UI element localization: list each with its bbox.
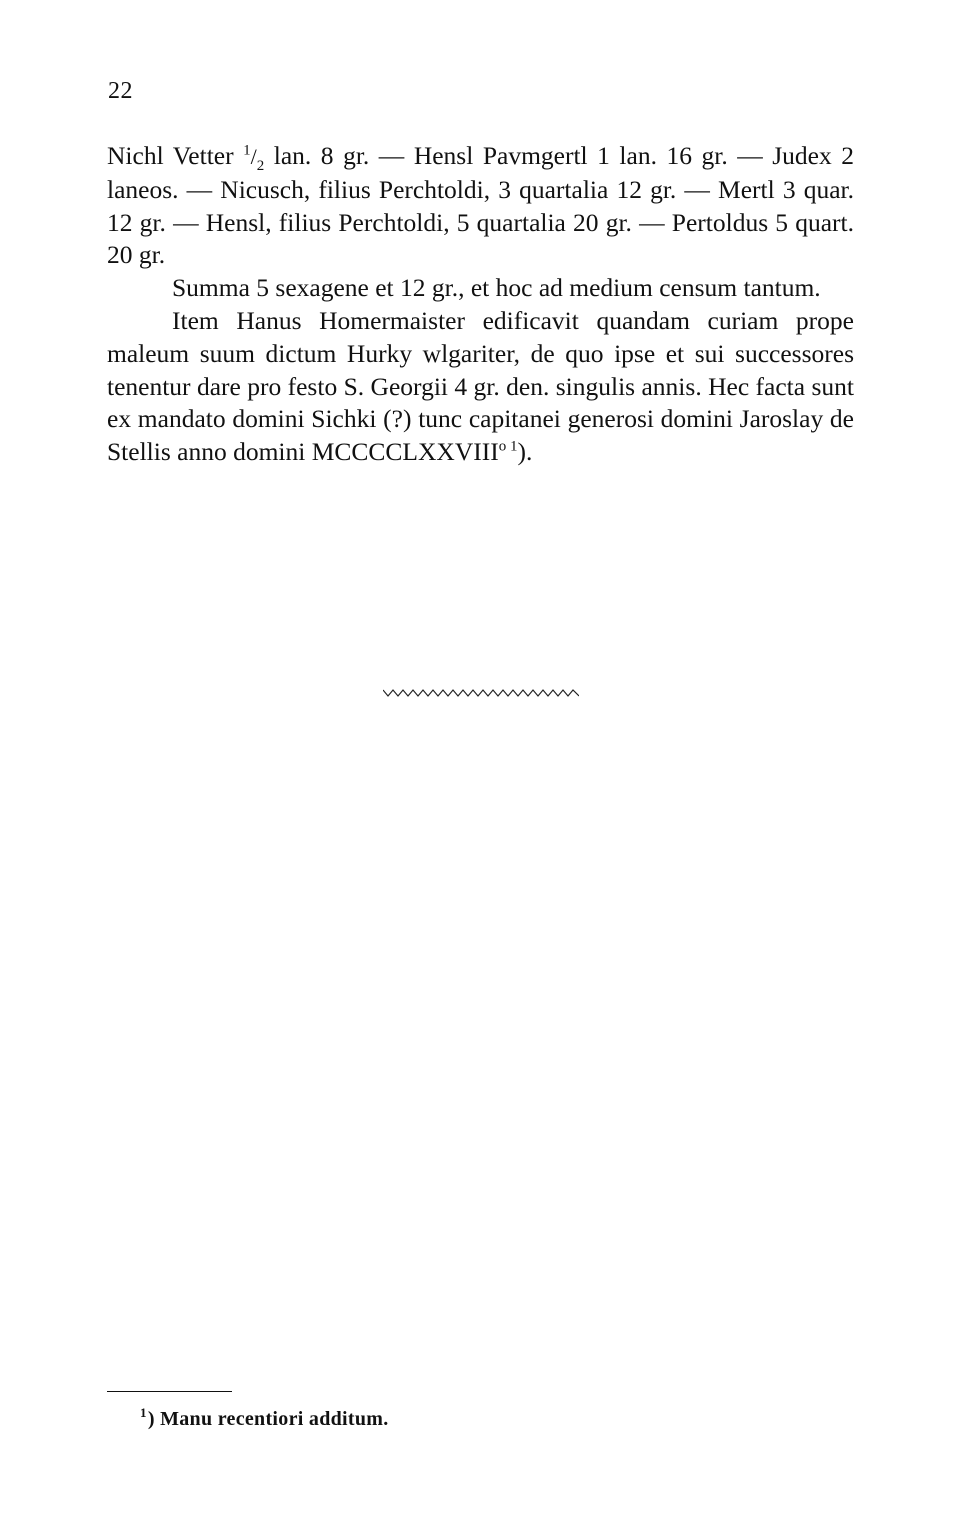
footnote: [140, 1405, 389, 1433]
footnote-marker: 1: [140, 1405, 147, 1421]
paragraph-summa: Summa 5 sexagene et 12 gr., et hoc ad medium censum tantum.: [172, 273, 821, 303]
footnote-text: ) Manu recentiori additum.: [147, 1408, 389, 1430]
ordinal-and-note-reference: o 1: [498, 438, 518, 455]
tax-list-text-rest: lan. 8 gr. — Hensl Pavmgertl 1 lan. 16 gr. — Judex 2 laneos. — Nicusch, filius Perchtoldi, 3 quartalia 12 gr. — Mertl 3 quar. 12 gr. — Hensl, filius Perchtoldi, 5 quartalia 20 gr. — Pertoldus 5 quart. 20 gr.: [107, 141, 854, 270]
curia-closing: ).: [517, 437, 533, 467]
main-text: [107, 140, 854, 469]
page-number: 22: [108, 78, 133, 104]
tax-list-text-start: Nichl Vetter: [107, 141, 244, 170]
wavy-divider-ornament: [383, 685, 579, 701]
curia-text: Item Hanus Homermaister edificavit quandam curiam prope maleum suum dictum Hurky wlgariter, de quo ipse et sui successores tenentur dare pro festo S. Georgii 4 gr. den. singulis annis. Hec facta sunt ex mandato domini Sichki (?) tunc capitanei generosi domini Jaroslay de Stellis anno domini MCCCCLXXVIII: [107, 305, 854, 467]
fraction-numerator: 1: [243, 142, 251, 159]
fraction-slash: /: [250, 144, 257, 169]
paragraph-curia: [107, 305, 854, 469]
paragraph-tax-list: [107, 140, 854, 272]
footnote-separator: [107, 1391, 232, 1392]
fraction-denominator: 2: [256, 158, 265, 175]
